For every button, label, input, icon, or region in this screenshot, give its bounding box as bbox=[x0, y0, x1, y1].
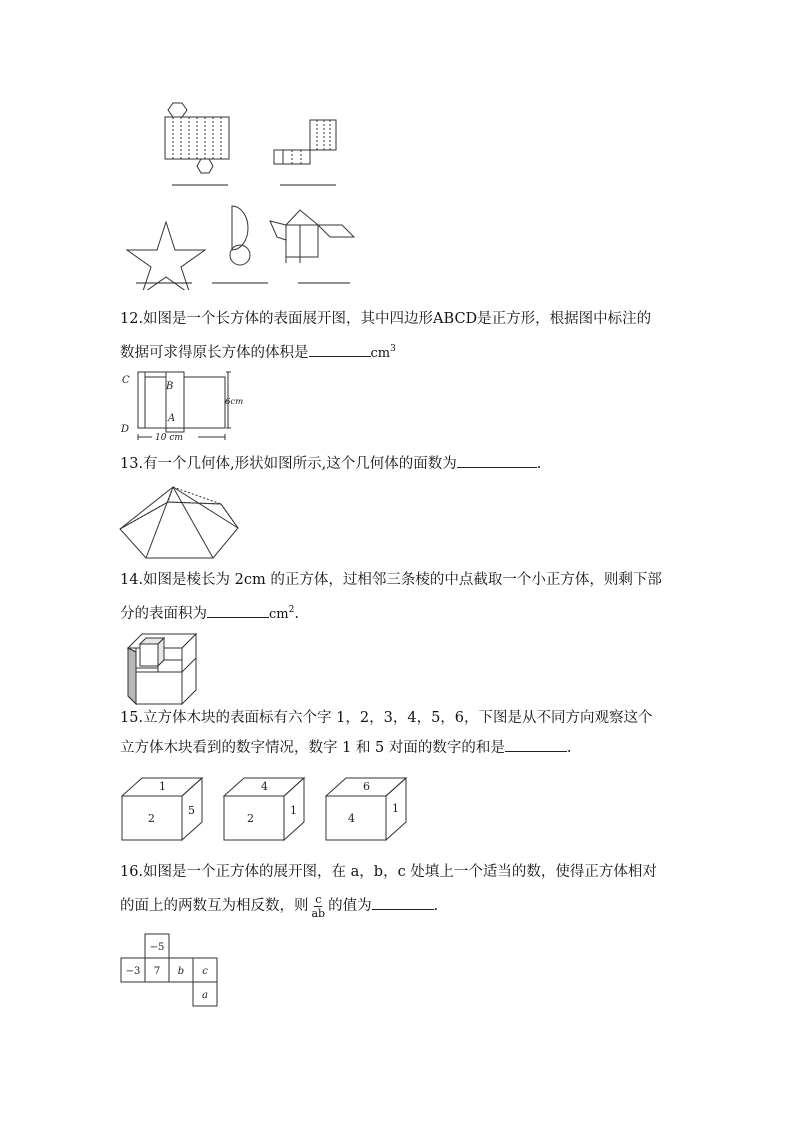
label-C: C bbox=[122, 375, 130, 386]
question-13 bbox=[120, 449, 700, 479]
cube3-top: 6 bbox=[363, 780, 370, 793]
q15-line2-text: 立方体木块看到的数字情况，数字 1 和 5 对面的数字的和是 bbox=[120, 740, 505, 756]
q16-line1: 16.如图是一个正方体的展开图，在 a，b，c 处填上一个适当的数，使得正方体相对 bbox=[120, 864, 657, 880]
net-bottom-cell-a: a bbox=[202, 990, 208, 1001]
q16-line2-text: 的面上的两数互为相反数，则 bbox=[120, 898, 309, 914]
q12-answer-blank[interactable] bbox=[309, 339, 371, 357]
q15-line1: 15.立方体木块的表面标有六个字 1，2，3，4，5，6，下图是从不同方向观察这个 bbox=[120, 710, 653, 726]
nets-figure-group bbox=[120, 95, 380, 290]
net-cell-2: 7 bbox=[153, 966, 161, 977]
fraction-numerator: c bbox=[315, 892, 322, 906]
q12-unit-exponent: 3 bbox=[390, 344, 396, 354]
hexagonal-prism-net bbox=[165, 103, 229, 173]
question-15 bbox=[120, 703, 700, 763]
cone-net-figure bbox=[230, 206, 250, 265]
net-top-cell: −5 bbox=[149, 942, 165, 953]
fraction-denominator: ab bbox=[311, 906, 326, 920]
q12-line1: 12.如图是一个长方体的表面展开图，其中四边形ABCD是正方形，根据图中标注的 bbox=[120, 311, 652, 327]
three-cubes-figure bbox=[120, 776, 410, 842]
cube2-top: 4 bbox=[261, 780, 268, 793]
label-A: A bbox=[168, 413, 176, 424]
q14-period: . bbox=[294, 605, 299, 622]
q12-unit: cm bbox=[370, 345, 391, 361]
q12-line2-text: 数据可求得原长方体的体积是 bbox=[120, 344, 309, 361]
q14-line2-text: 分的表面积为 bbox=[120, 605, 207, 622]
q16-line2-post: 的值为 bbox=[328, 898, 372, 914]
cube1-front: 2 bbox=[148, 812, 155, 825]
q16-answer-blank[interactable] bbox=[372, 892, 434, 910]
net-cell-c: c bbox=[202, 966, 208, 977]
triangular-prism-net bbox=[270, 210, 354, 263]
q13-text: 13.有一个几何体,形状如图所示,这个几何体的面数为 bbox=[120, 456, 457, 472]
pentagonal-pyramid-figure bbox=[118, 484, 248, 562]
q12-line2 bbox=[120, 334, 700, 369]
cut-cube-figure bbox=[126, 632, 200, 706]
label-width: 10 cm bbox=[155, 433, 183, 443]
question-14 bbox=[120, 565, 700, 630]
cube2-front: 2 bbox=[247, 812, 254, 825]
label-D: D bbox=[121, 424, 130, 435]
q16-fraction bbox=[311, 893, 327, 920]
net-cell-b: b bbox=[177, 966, 185, 977]
question-16 bbox=[120, 857, 700, 921]
q16-period: . bbox=[433, 898, 439, 914]
label-B: B bbox=[166, 381, 174, 392]
q14-unit-exponent: 2 bbox=[288, 605, 295, 615]
cube2-side: 1 bbox=[290, 804, 297, 817]
q14-answer-blank[interactable] bbox=[207, 600, 269, 618]
cube1-top: 1 bbox=[159, 780, 166, 793]
step-prism-net bbox=[274, 120, 336, 164]
q12-cuboid-net-figure bbox=[118, 366, 248, 444]
q14-line2 bbox=[120, 595, 700, 630]
question-12 bbox=[120, 304, 700, 369]
cube3-front: 4 bbox=[348, 812, 355, 825]
q14-line1: 14.如图是棱长为 2cm 的正方体，过相邻三条棱的中点截取一个小正方体，则剩下部 bbox=[120, 572, 662, 588]
q16-line2 bbox=[120, 891, 700, 921]
star-figure bbox=[127, 222, 205, 290]
net-cell-1: −3 bbox=[125, 966, 141, 977]
q15-line2 bbox=[120, 733, 700, 763]
label-height: 6cm bbox=[225, 397, 244, 407]
cube3-side: 1 bbox=[392, 802, 399, 815]
cube-net-figure bbox=[119, 932, 223, 1008]
q13-period: . bbox=[536, 456, 542, 472]
q14-unit: cm bbox=[269, 606, 289, 622]
cube1-side: 5 bbox=[188, 804, 195, 817]
q15-period: . bbox=[566, 740, 572, 756]
q13-answer-blank[interactable] bbox=[457, 450, 537, 468]
q15-answer-blank[interactable] bbox=[505, 734, 567, 752]
